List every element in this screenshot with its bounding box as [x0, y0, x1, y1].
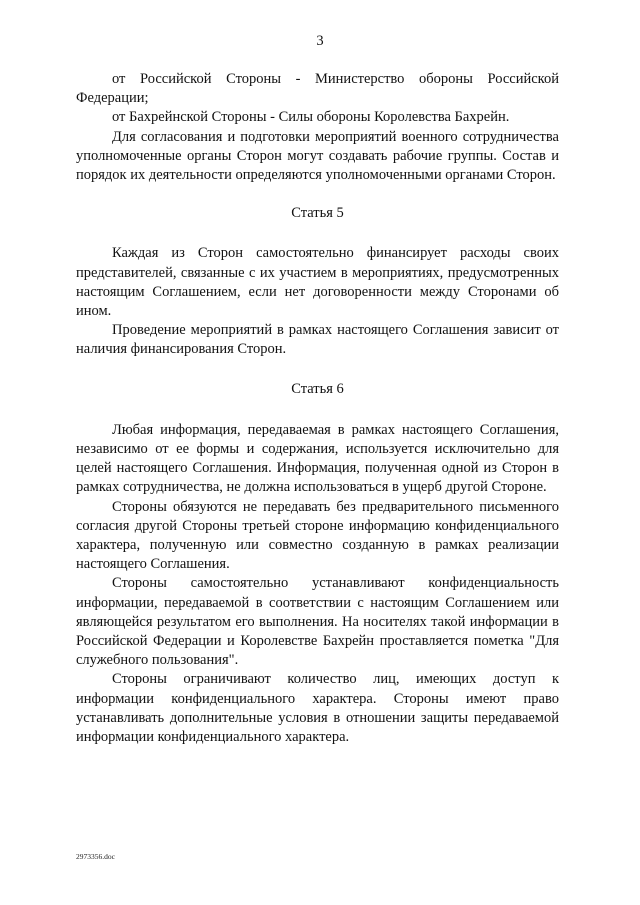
article-6-paragraph: Любая информация, передаваемая в рамках настоящего Соглашения, независимо от ее формы и содержания, используется исключительно для целей настоящего Соглашения. Информация, полученная одной из Сторон в рамках сотрудничества, не должна использоваться в ущерб другой Стороне. — [76, 421, 559, 496]
article-6-paragraph: Стороны обязуются не передавать без предварительного письменного согласия другой Стороны третьей стороне информацию конфиденциального характера, полученную или совместно созданную в рамках реализации настоящего Соглашения. — [76, 498, 559, 573]
article-5-paragraph: Каждая из Сторон самостоятельно финансирует расходы своих представителей, связанные с их участием в мероприятиях, предусмотренных настоящим Соглашением, если нет договоренности между Сторонами об ином. — [76, 245, 559, 320]
article-6-paragraph: Стороны самостоятельно устанавливают конфиденциальность информации, передаваемой в соответствии с настоящим Соглашением или являющейся результатом его выполнения. На носителях такой информации в Российской Федерации и Королевстве Бахрейн проставляется пометка "Для служебного пользования". — [76, 575, 559, 669]
article-6-paragraph: Стороны ограничивают количество лиц, имеющих доступ к информации конфиденциального характера. Стороны имеют право устанавливать дополнительные условия в отношении защиты передаваемой информации конфиденциального характера. — [76, 671, 559, 746]
article-6-heading: Статья 6 — [291, 380, 344, 397]
page-number: 3 — [316, 33, 324, 49]
paragraph-working-groups: Для согласования и подготовки мероприятий военного сотрудничества уполномоченные органы Сторон могут создавать рабочие группы. Состав и порядок их деятельности определяются уполномоченными органами Сторон. — [76, 128, 559, 184]
document-filename-footer: 2973356.doc — [76, 852, 115, 861]
paragraph-bahrain-side: от Бахрейнской Стороны - Силы обороны Королевства Бахрейн. — [112, 109, 510, 126]
paragraph-russian-side: от Российской Стороны - Министерство обороны Российской Федерации; — [76, 71, 559, 107]
article-5-heading: Статья 5 — [291, 205, 344, 222]
document-body — [76, 70, 559, 747]
article-5-paragraph: Проведение мероприятий в рамках настоящего Соглашения зависит от наличия финансирования Сторон. — [76, 322, 559, 358]
